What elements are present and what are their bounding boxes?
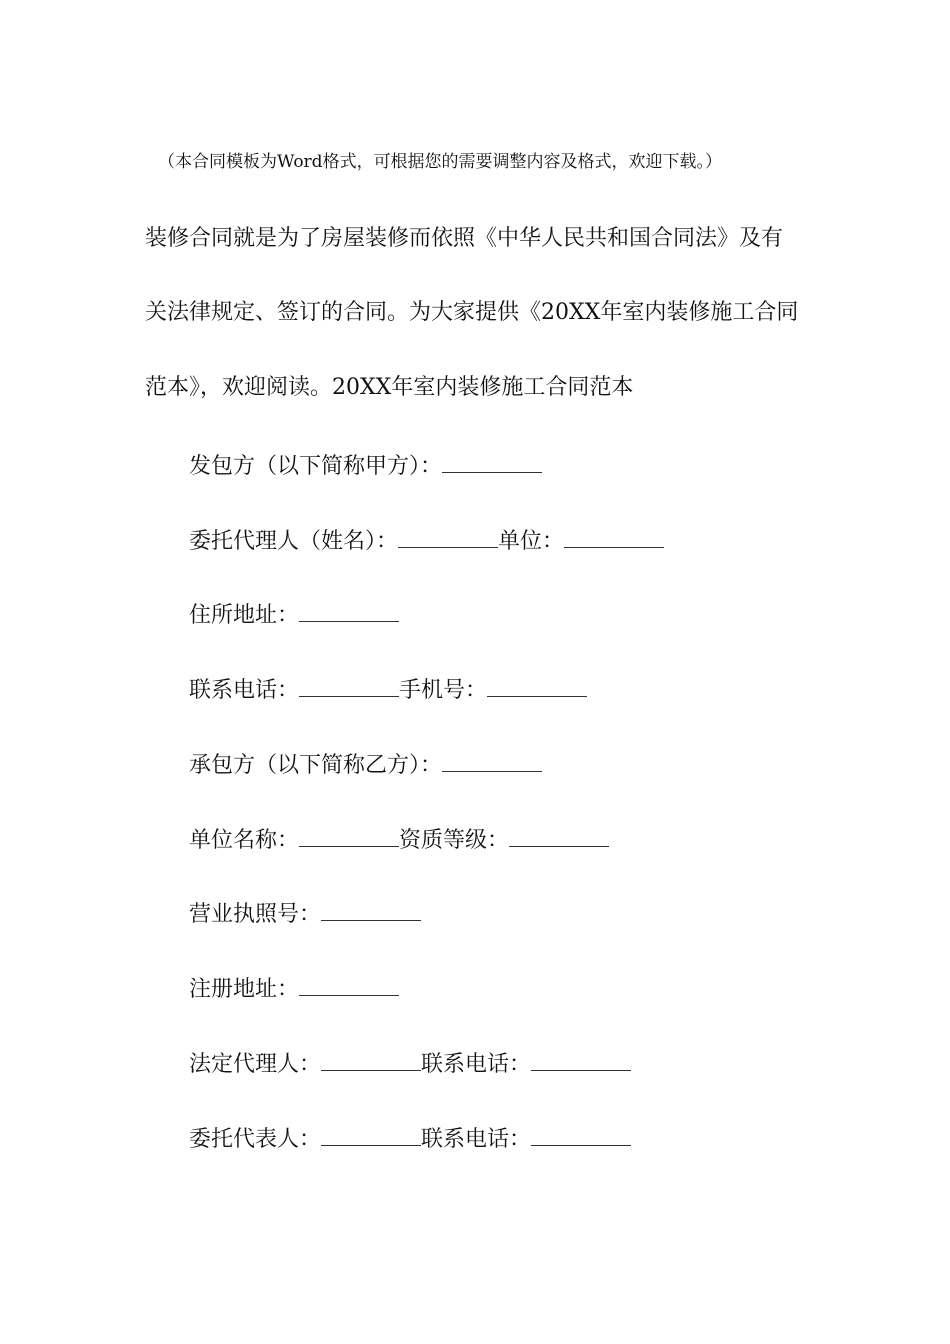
- fill-blank[interactable]: [487, 676, 587, 697]
- field-label: 注册地址：: [189, 977, 300, 1002]
- fill-blank[interactable]: [299, 826, 399, 847]
- field-agent: [189, 527, 664, 553]
- fill-blank[interactable]: [531, 1050, 631, 1071]
- fill-blank[interactable]: [531, 1125, 631, 1146]
- field-license: [189, 900, 421, 926]
- field-contact: [189, 676, 587, 702]
- field-label: 住所地址：: [189, 603, 300, 628]
- fill-blank[interactable]: [442, 452, 542, 473]
- field-party-b: [189, 751, 542, 777]
- field-label: 委托代表人：: [189, 1127, 322, 1152]
- fill-blank[interactable]: [442, 751, 542, 772]
- fill-blank[interactable]: [299, 676, 399, 697]
- fill-blank[interactable]: [321, 1050, 421, 1071]
- fill-blank[interactable]: [299, 601, 399, 622]
- field-representative: [189, 1125, 631, 1151]
- field-label: 手机号：: [399, 678, 488, 703]
- fill-blank[interactable]: [564, 527, 664, 548]
- field-label: 营业执照号：: [189, 902, 322, 927]
- fill-blank[interactable]: [509, 826, 609, 847]
- fill-blank[interactable]: [321, 900, 421, 921]
- field-unit: [189, 826, 609, 852]
- field-address: [189, 601, 399, 627]
- template-note: （本合同模板为Word格式，可根据您的需要调整内容及格式，欢迎下载。）: [158, 152, 723, 172]
- field-label: 委托代理人（姓名）：: [189, 529, 399, 554]
- field-label: 资质等级：: [399, 828, 510, 853]
- intro-line-1: 装修合同就是为了房屋装修而依照《中华人民共和国合同法》及有: [145, 226, 784, 251]
- fill-blank[interactable]: [398, 527, 498, 548]
- field-registered-address: [189, 975, 399, 1001]
- field-label: 承包方（以下简称乙方）：: [189, 753, 443, 778]
- fill-blank[interactable]: [321, 1125, 421, 1146]
- fill-blank[interactable]: [299, 975, 399, 996]
- field-label: 联系电话：: [421, 1127, 532, 1152]
- intro-line-2: 关法律规定、签订的合同。为大家提供《20XX年室内装修施工合同: [145, 300, 799, 325]
- field-label: 发包方（以下简称甲方）：: [189, 454, 443, 479]
- intro-line-3: 范本》，欢迎阅读。20XX年室内装修施工合同范本: [145, 375, 634, 400]
- field-label: 联系电话：: [421, 1052, 532, 1077]
- field-party-a: [189, 452, 542, 478]
- field-label: 单位名称：: [189, 828, 300, 853]
- field-label: 单位：: [498, 529, 565, 554]
- field-label: 联系电话：: [189, 678, 300, 703]
- field-legal-agent: [189, 1050, 631, 1076]
- field-label: 法定代理人：: [189, 1052, 322, 1077]
